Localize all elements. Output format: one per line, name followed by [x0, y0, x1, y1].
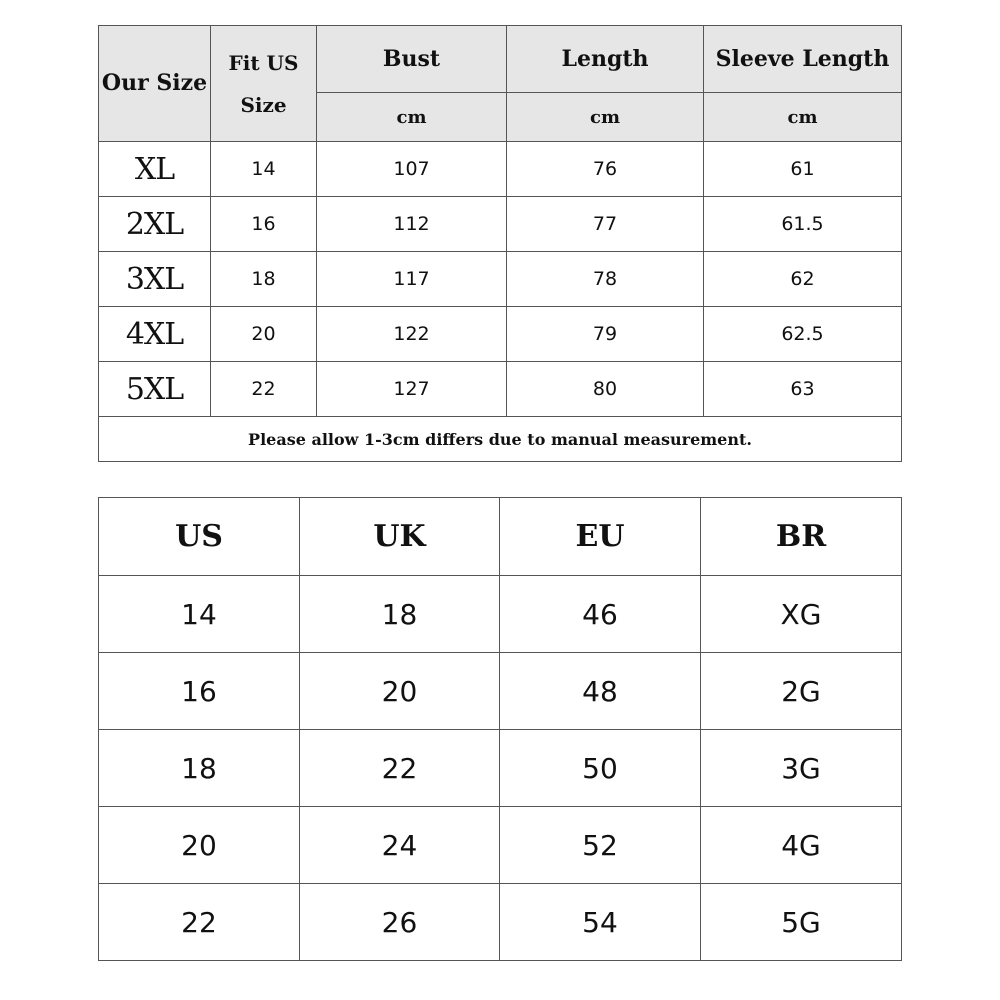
table-row	[99, 197, 902, 252]
header-br: BR	[701, 498, 902, 576]
header-length-unit: cm	[507, 93, 704, 142]
header-uk: UK	[300, 498, 500, 576]
header-fit-us-line1: Fit US	[228, 50, 299, 75]
uk-cell: 20	[300, 653, 500, 730]
our-size-cell: 5XL	[99, 362, 211, 417]
bust-cell: 122	[317, 307, 507, 362]
size-conversion-table	[98, 497, 902, 961]
br-cell: 4G	[701, 807, 902, 884]
header-bust: Bust	[317, 26, 507, 93]
bust-cell: 112	[317, 197, 507, 252]
fit-us-cell: 18	[211, 252, 317, 307]
uk-cell: 24	[300, 807, 500, 884]
fit-us-cell: 20	[211, 307, 317, 362]
table-row	[99, 884, 902, 961]
eu-cell: 48	[500, 653, 701, 730]
length-cell: 78	[507, 252, 704, 307]
sleeve-cell: 61.5	[704, 197, 902, 252]
bust-cell: 117	[317, 252, 507, 307]
table-row	[99, 730, 902, 807]
our-size-cell: 4XL	[99, 307, 211, 362]
us-cell: 18	[99, 730, 300, 807]
fit-us-cell: 14	[211, 142, 317, 197]
br-cell: 5G	[701, 884, 902, 961]
uk-cell: 26	[300, 884, 500, 961]
header-fit-us-size	[211, 26, 317, 142]
uk-cell: 22	[300, 730, 500, 807]
table-row	[99, 807, 902, 884]
header-sleeve-length: Sleeve Length	[704, 26, 902, 93]
measurement-note: Please allow 1-3cm differs due to manual measurement.	[99, 417, 902, 462]
bust-cell: 127	[317, 362, 507, 417]
header-sleeve-unit: cm	[704, 93, 902, 142]
length-cell: 76	[507, 142, 704, 197]
header-us: US	[99, 498, 300, 576]
our-size-cell: 3XL	[99, 252, 211, 307]
us-cell: 20	[99, 807, 300, 884]
sleeve-cell: 61	[704, 142, 902, 197]
us-cell: 22	[99, 884, 300, 961]
br-cell: XG	[701, 576, 902, 653]
sleeve-cell: 63	[704, 362, 902, 417]
table-row	[99, 653, 902, 730]
length-cell: 77	[507, 197, 704, 252]
length-cell: 79	[507, 307, 704, 362]
sleeve-cell: 62.5	[704, 307, 902, 362]
size-chart-table	[98, 25, 902, 462]
table-row	[99, 307, 902, 362]
header-eu: EU	[500, 498, 701, 576]
br-cell: 3G	[701, 730, 902, 807]
length-cell: 80	[507, 362, 704, 417]
eu-cell: 50	[500, 730, 701, 807]
header-our-size: Our Size	[99, 26, 211, 142]
our-size-cell: 2XL	[99, 197, 211, 252]
table-row	[99, 142, 902, 197]
table-row	[99, 362, 902, 417]
sleeve-cell: 62	[704, 252, 902, 307]
us-cell: 14	[99, 576, 300, 653]
header-bust-unit: cm	[317, 93, 507, 142]
br-cell: 2G	[701, 653, 902, 730]
eu-cell: 46	[500, 576, 701, 653]
uk-cell: 18	[300, 576, 500, 653]
fit-us-cell: 22	[211, 362, 317, 417]
eu-cell: 54	[500, 884, 701, 961]
fit-us-cell: 16	[211, 197, 317, 252]
eu-cell: 52	[500, 807, 701, 884]
our-size-cell: XL	[99, 142, 211, 197]
table-row	[99, 576, 902, 653]
header-length: Length	[507, 26, 704, 93]
table-row	[99, 252, 902, 307]
header-fit-us-line2: Size	[240, 92, 287, 117]
us-cell: 16	[99, 653, 300, 730]
bust-cell: 107	[317, 142, 507, 197]
